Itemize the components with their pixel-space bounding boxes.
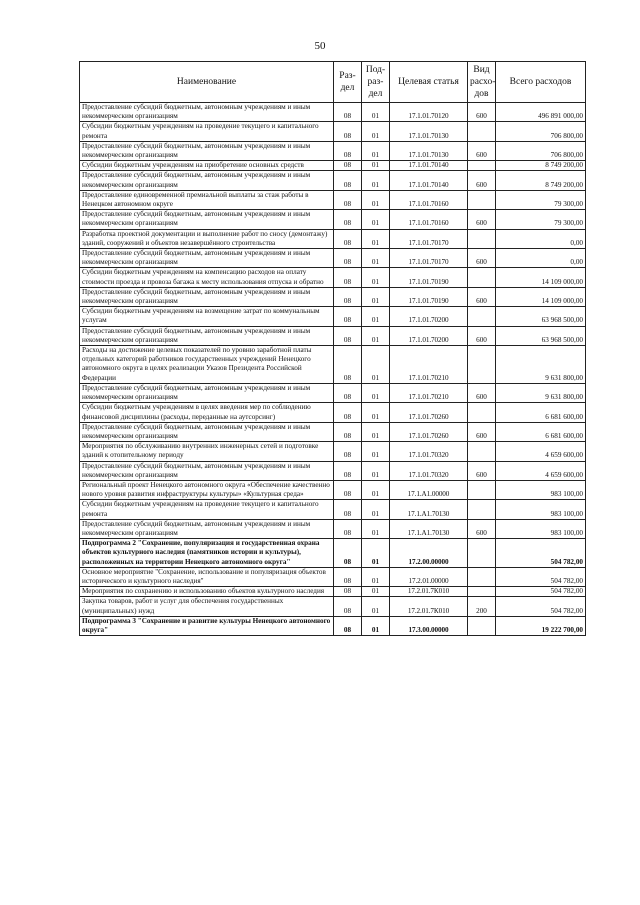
row-vid: 200 bbox=[468, 597, 496, 616]
row-podrazdel: 01 bbox=[362, 249, 390, 268]
row-total: 4 659 600,00 bbox=[496, 442, 586, 461]
row-total: 6 681 600,00 bbox=[496, 403, 586, 422]
table-row bbox=[80, 103, 586, 122]
row-name: Предоставление субсидий бюджетным, автономным учреждениям и иным некоммерческим организациям bbox=[80, 519, 334, 538]
row-target: 17.2.00.00000 bbox=[390, 539, 468, 568]
row-razdel: 08 bbox=[334, 103, 362, 122]
row-razdel: 08 bbox=[334, 383, 362, 402]
table-row bbox=[80, 210, 586, 229]
table-row bbox=[80, 268, 586, 287]
table-row bbox=[80, 249, 586, 268]
row-name: Субсидии бюджетным учреждениям в целях введения мер по соблюдению финансовой дисциплины (расходы, переданные на аутсорсинг) bbox=[80, 403, 334, 422]
row-name: Мероприятия по обслуживанию внутренних инженерных сетей и подготовке зданий к отопительному периоду bbox=[80, 442, 334, 461]
row-name: Подпрограмма 3 "Сохранение и развитие культуры Ненецкого автономного округа" bbox=[80, 616, 334, 635]
row-razdel: 08 bbox=[334, 141, 362, 160]
row-vid bbox=[468, 346, 496, 384]
table-row bbox=[80, 346, 586, 384]
row-razdel: 08 bbox=[334, 442, 362, 461]
table-row bbox=[80, 442, 586, 461]
row-name: Предоставление субсидий бюджетным, автономным учреждениям и иным некоммерческим организациям bbox=[80, 461, 334, 480]
row-razdel: 08 bbox=[334, 480, 362, 499]
row-total: 8 749 200,00 bbox=[496, 171, 586, 190]
row-total: 63 968 500,00 bbox=[496, 326, 586, 345]
row-name: Предоставление субсидий бюджетным, автономным учреждениям и иным некоммерческим организациям bbox=[80, 210, 334, 229]
row-vid bbox=[468, 268, 496, 287]
row-vid: 600 bbox=[468, 103, 496, 122]
row-razdel: 08 bbox=[334, 229, 362, 248]
row-podrazdel: 01 bbox=[362, 229, 390, 248]
table-row bbox=[80, 519, 586, 538]
row-vid: 600 bbox=[468, 249, 496, 268]
row-razdel: 08 bbox=[334, 249, 362, 268]
row-total: 8 749 200,00 bbox=[496, 161, 586, 171]
row-total: 79 300,00 bbox=[496, 190, 586, 209]
row-podrazdel: 01 bbox=[362, 567, 390, 586]
row-razdel: 08 bbox=[334, 122, 362, 141]
row-target: 17.1.01.70260 bbox=[390, 403, 468, 422]
row-total: 496 891 000,00 bbox=[496, 103, 586, 122]
table-row bbox=[80, 500, 586, 519]
row-razdel: 08 bbox=[334, 403, 362, 422]
row-vid bbox=[468, 480, 496, 499]
row-name: Предоставление субсидий бюджетным, автономным учреждениям и иным некоммерческим организациям bbox=[80, 422, 334, 441]
row-vid: 600 bbox=[468, 210, 496, 229]
row-target: 17.1.01.70200 bbox=[390, 326, 468, 345]
row-razdel: 08 bbox=[334, 210, 362, 229]
row-razdel: 08 bbox=[334, 461, 362, 480]
row-target: 17.1.01.70140 bbox=[390, 161, 468, 171]
row-razdel: 08 bbox=[334, 346, 362, 384]
row-razdel: 08 bbox=[334, 616, 362, 635]
row-total: 0,00 bbox=[496, 229, 586, 248]
row-target: 17.2.01.00000 bbox=[390, 567, 468, 586]
row-name: Субсидии бюджетным учреждениям на проведение текущего и капитального ремонта bbox=[80, 500, 334, 519]
row-name: Субсидии бюджетным учреждениям на возмещение затрат по коммунальным услугам bbox=[80, 307, 334, 326]
row-name: Предоставление субсидий бюджетным, автономным учреждениям и иным некоммерческим организациям bbox=[80, 249, 334, 268]
row-razdel: 08 bbox=[334, 519, 362, 538]
row-total: 6 681 600,00 bbox=[496, 422, 586, 441]
page-number: 50 bbox=[314, 40, 326, 52]
row-total: 983 100,00 bbox=[496, 480, 586, 499]
row-name: Предоставление субсидий бюджетным, автономным учреждениям и иным некоммерческим организациям bbox=[80, 171, 334, 190]
row-razdel: 08 bbox=[334, 500, 362, 519]
header-total: Всего расходов bbox=[496, 62, 586, 103]
row-name: Предоставление субсидий бюджетным, автономным учреждениям и иным некоммерческим организациям bbox=[80, 326, 334, 345]
row-name: Основное мероприятие "Сохранение, использование и популяризация объектов исторического и культурного наследия" bbox=[80, 567, 334, 586]
row-target: 17.1.01.70260 bbox=[390, 422, 468, 441]
row-total: 983 100,00 bbox=[496, 500, 586, 519]
row-vid bbox=[468, 190, 496, 209]
row-target: 17.1.01.70320 bbox=[390, 461, 468, 480]
row-podrazdel: 01 bbox=[362, 268, 390, 287]
row-vid bbox=[468, 122, 496, 141]
table-header-row bbox=[80, 62, 586, 103]
row-target: 17.2.01.7К010 bbox=[390, 587, 468, 597]
row-podrazdel: 01 bbox=[362, 190, 390, 209]
row-podrazdel: 01 bbox=[362, 461, 390, 480]
row-target: 17.1.A1.00000 bbox=[390, 480, 468, 499]
row-vid bbox=[468, 500, 496, 519]
row-vid: 600 bbox=[468, 171, 496, 190]
header-name: Наименование bbox=[80, 62, 334, 103]
row-podrazdel: 01 bbox=[362, 307, 390, 326]
table-row bbox=[80, 422, 586, 441]
table-row bbox=[80, 171, 586, 190]
row-podrazdel: 01 bbox=[362, 141, 390, 160]
row-total: 504 782,00 bbox=[496, 567, 586, 586]
row-target: 17.1.01.70160 bbox=[390, 210, 468, 229]
row-vid: 600 bbox=[468, 141, 496, 160]
row-podrazdel: 01 bbox=[362, 287, 390, 306]
row-vid bbox=[468, 587, 496, 597]
table-row bbox=[80, 539, 586, 568]
row-total: 19 222 700,00 bbox=[496, 616, 586, 635]
row-razdel: 08 bbox=[334, 567, 362, 586]
row-name: Предоставление субсидий бюджетным, автономным учреждениям и иным некоммерческим организациям bbox=[80, 383, 334, 402]
row-target: 17.1.01.70130 bbox=[390, 122, 468, 141]
header-razdel: Раз-дел bbox=[334, 62, 362, 103]
row-podrazdel: 01 bbox=[362, 171, 390, 190]
row-name: Предоставление субсидий бюджетным, автономным учреждениям и иным некоммерческим организациям bbox=[80, 287, 334, 306]
row-total: 14 109 000,00 bbox=[496, 287, 586, 306]
row-razdel: 08 bbox=[334, 587, 362, 597]
table-row bbox=[80, 616, 586, 635]
row-total: 706 800,00 bbox=[496, 141, 586, 160]
row-razdel: 08 bbox=[334, 597, 362, 616]
row-target: 17.2.01.7К010 bbox=[390, 597, 468, 616]
row-total: 504 782,00 bbox=[496, 539, 586, 568]
table-row bbox=[80, 307, 586, 326]
row-podrazdel: 01 bbox=[362, 539, 390, 568]
row-name: Предоставление субсидий бюджетным, автономным учреждениям и иным некоммерческим организациям bbox=[80, 141, 334, 160]
row-podrazdel: 01 bbox=[362, 103, 390, 122]
row-total: 983 100,00 bbox=[496, 519, 586, 538]
row-name: Подпрограмма 2 "Сохранение, популяризация и государственная охрана объектов культурного наследия (памятников истории и культуры), расположенных на территории Ненецкого автономного округа" bbox=[80, 539, 334, 568]
row-podrazdel: 01 bbox=[362, 326, 390, 345]
row-razdel: 08 bbox=[334, 422, 362, 441]
table-row bbox=[80, 461, 586, 480]
table-row bbox=[80, 587, 586, 597]
row-total: 63 968 500,00 bbox=[496, 307, 586, 326]
row-vid: 600 bbox=[468, 326, 496, 345]
row-name: Субсидии бюджетным учреждениям на приобретение основных средств bbox=[80, 161, 334, 171]
row-total: 504 782,00 bbox=[496, 597, 586, 616]
row-target: 17.1.01.70200 bbox=[390, 307, 468, 326]
row-razdel: 08 bbox=[334, 190, 362, 209]
row-name: Субсидии бюджетным учреждениям на проведение текущего и капитального ремонта bbox=[80, 122, 334, 141]
row-target: 17.1.01.70160 bbox=[390, 190, 468, 209]
row-name: Региональный проект Ненецкого автономного округа «Обеспечение качественно нового уровня развития инфраструктуры культуры» «Культурная среда» bbox=[80, 480, 334, 499]
table-row bbox=[80, 122, 586, 141]
row-vid: 600 bbox=[468, 422, 496, 441]
budget-table bbox=[79, 61, 586, 636]
row-target: 17.1.01.70130 bbox=[390, 141, 468, 160]
row-name: Предоставление субсидий бюджетным, автономным учреждениям и иным некоммерческим организациям bbox=[80, 103, 334, 122]
row-vid bbox=[468, 161, 496, 171]
row-vid: 600 bbox=[468, 383, 496, 402]
row-name: Закупка товаров, работ и услуг для обеспечения государственных (муниципальных) нужд bbox=[80, 597, 334, 616]
row-podrazdel: 01 bbox=[362, 383, 390, 402]
table-row bbox=[80, 161, 586, 171]
row-name: Предоставление единовременной премиальной выплаты за стаж работы в Ненецком автономном округе bbox=[80, 190, 334, 209]
row-razdel: 08 bbox=[334, 539, 362, 568]
row-podrazdel: 01 bbox=[362, 519, 390, 538]
row-vid: 600 bbox=[468, 287, 496, 306]
row-podrazdel: 01 bbox=[362, 210, 390, 229]
row-razdel: 08 bbox=[334, 268, 362, 287]
row-podrazdel: 01 bbox=[362, 122, 390, 141]
row-razdel: 08 bbox=[334, 307, 362, 326]
row-razdel: 08 bbox=[334, 287, 362, 306]
row-podrazdel: 01 bbox=[362, 422, 390, 441]
row-target: 17.1.01.70190 bbox=[390, 268, 468, 287]
row-podrazdel: 01 bbox=[362, 500, 390, 519]
row-vid bbox=[468, 616, 496, 635]
row-vid bbox=[468, 539, 496, 568]
table-row bbox=[80, 229, 586, 248]
row-podrazdel: 01 bbox=[362, 403, 390, 422]
row-target: 17.1.01.70170 bbox=[390, 249, 468, 268]
row-podrazdel: 01 bbox=[362, 442, 390, 461]
row-podrazdel: 01 bbox=[362, 346, 390, 384]
table-row bbox=[80, 141, 586, 160]
row-podrazdel: 01 bbox=[362, 161, 390, 171]
row-target: 17.1.01.70140 bbox=[390, 171, 468, 190]
row-name: Мероприятия по сохранению и использованию объектов культурного наследия bbox=[80, 587, 334, 597]
row-podrazdel: 01 bbox=[362, 616, 390, 635]
table-row bbox=[80, 287, 586, 306]
row-target: 17.1.01.70320 bbox=[390, 442, 468, 461]
row-target: 17.1.01.70210 bbox=[390, 383, 468, 402]
row-vid bbox=[468, 567, 496, 586]
row-vid bbox=[468, 442, 496, 461]
row-total: 706 800,00 bbox=[496, 122, 586, 141]
row-target: 17.1.A1.70130 bbox=[390, 500, 468, 519]
table-row bbox=[80, 403, 586, 422]
row-target: 17.1.01.70120 bbox=[390, 103, 468, 122]
row-total: 504 782,00 bbox=[496, 587, 586, 597]
row-razdel: 08 bbox=[334, 326, 362, 345]
row-name: Расходы на достижение целевых показателей по уровню заработной платы отдельных категорий работников государственных учреждений Ненецкого автономного округа в целях реализации Указов Президента Российской Федерации bbox=[80, 346, 334, 384]
row-vid bbox=[468, 403, 496, 422]
table-row bbox=[80, 326, 586, 345]
table-row bbox=[80, 480, 586, 499]
row-vid: 600 bbox=[468, 461, 496, 480]
row-target: 17.1.01.70170 bbox=[390, 229, 468, 248]
row-name: Разработка проектной документации и выполнение работ по сносу (демонтажу) зданий, сооружений и объектов незавершённого строительства bbox=[80, 229, 334, 248]
row-podrazdel: 01 bbox=[362, 597, 390, 616]
row-razdel: 08 bbox=[334, 161, 362, 171]
row-total: 4 659 600,00 bbox=[496, 461, 586, 480]
row-total: 14 109 000,00 bbox=[496, 268, 586, 287]
table-row bbox=[80, 190, 586, 209]
header-vid: Вид расхо-дов bbox=[468, 62, 496, 103]
row-target: 17.3.00.00000 bbox=[390, 616, 468, 635]
row-total: 79 300,00 bbox=[496, 210, 586, 229]
row-total: 9 631 800,00 bbox=[496, 383, 586, 402]
table-row bbox=[80, 567, 586, 586]
row-name: Субсидии бюджетным учреждениям на компенсацию расходов на оплату стоимости проезда и провоза багажа к месту использования отпуска и обратно bbox=[80, 268, 334, 287]
row-total: 0,00 bbox=[496, 249, 586, 268]
table-row bbox=[80, 597, 586, 616]
row-podrazdel: 01 bbox=[362, 587, 390, 597]
row-vid bbox=[468, 307, 496, 326]
row-target: 17.1.01.70190 bbox=[390, 287, 468, 306]
header-podrazdel: Под-раз-дел bbox=[362, 62, 390, 103]
row-vid: 600 bbox=[468, 519, 496, 538]
table-body bbox=[80, 103, 586, 636]
row-vid bbox=[468, 229, 496, 248]
row-podrazdel: 01 bbox=[362, 480, 390, 499]
table-row bbox=[80, 383, 586, 402]
row-razdel: 08 bbox=[334, 171, 362, 190]
header-target: Целевая статья bbox=[390, 62, 468, 103]
row-total: 9 631 800,00 bbox=[496, 346, 586, 384]
row-target: 17.1.01.70210 bbox=[390, 346, 468, 384]
row-target: 17.1.A1.70130 bbox=[390, 519, 468, 538]
